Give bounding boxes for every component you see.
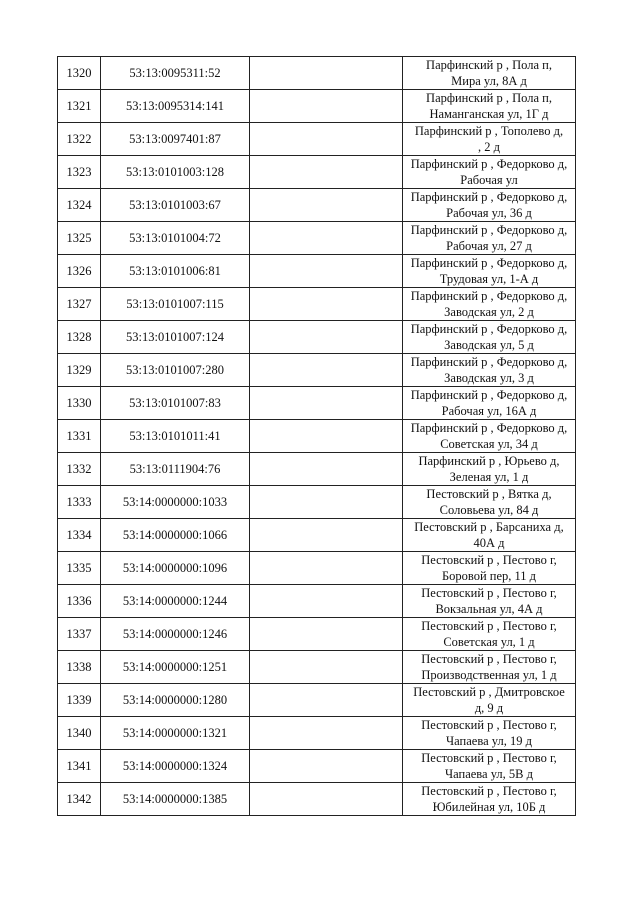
address-cell: Пестовский р , Пестово г, Вокзальная ул, 4А д	[403, 585, 576, 618]
table-row	[58, 222, 576, 255]
address-cell: Пестовский р , Пестово г, Производственная ул, 1 д	[403, 651, 576, 684]
cadastral-number-cell: 53:13:0101007:115	[101, 288, 250, 321]
cadastral-number-cell: 53:13:0101003:67	[101, 189, 250, 222]
empty-cell	[250, 552, 403, 585]
empty-cell	[250, 453, 403, 486]
empty-cell	[250, 486, 403, 519]
registry-rows	[58, 57, 576, 816]
table-row	[58, 321, 576, 354]
table-row	[58, 189, 576, 222]
cadastral-number-cell: 53:14:0000000:1066	[101, 519, 250, 552]
table-row	[58, 750, 576, 783]
table-row	[58, 486, 576, 519]
row-number-cell: 1333	[58, 486, 101, 519]
empty-cell	[250, 519, 403, 552]
row-number-cell: 1323	[58, 156, 101, 189]
address-cell: Парфинский р , Федорково д, Заводская ул, 2 д	[403, 288, 576, 321]
empty-cell	[250, 651, 403, 684]
address-cell: Парфинский р , Федорково д, Заводская ул, 5 д	[403, 321, 576, 354]
row-number-cell: 1331	[58, 420, 101, 453]
row-number-cell: 1338	[58, 651, 101, 684]
table-row	[58, 717, 576, 750]
address-cell: Парфинский р , Федорково д, Советская ул, 34 д	[403, 420, 576, 453]
cadastral-number-cell: 53:13:0101007:83	[101, 387, 250, 420]
empty-cell	[250, 156, 403, 189]
empty-cell	[250, 420, 403, 453]
cadastral-number-cell: 53:14:0000000:1096	[101, 552, 250, 585]
address-cell: Парфинский р , Федорково д, Рабочая ул	[403, 156, 576, 189]
address-cell: Пестовский р , Пестово г, Юбилейная ул, 10Б д	[403, 783, 576, 816]
property-registry-table	[57, 56, 576, 816]
row-number-cell: 1322	[58, 123, 101, 156]
address-cell: Пестовский р , Дмитровское д, 9 д	[403, 684, 576, 717]
address-cell: Парфинский р , Пола п, Мира ул, 8А д	[403, 57, 576, 90]
row-number-cell: 1341	[58, 750, 101, 783]
empty-cell	[250, 717, 403, 750]
address-cell: Парфинский р , Федорково д, Трудовая ул, 1-А д	[403, 255, 576, 288]
address-cell: Пестовский р , Вятка д, Соловьева ул, 84 д	[403, 486, 576, 519]
row-number-cell: 1339	[58, 684, 101, 717]
row-number-cell: 1321	[58, 90, 101, 123]
table-row	[58, 684, 576, 717]
empty-cell	[250, 783, 403, 816]
empty-cell	[250, 684, 403, 717]
table-row	[58, 618, 576, 651]
address-cell: Пестовский р , Пестово г, Боровой пер, 11 д	[403, 552, 576, 585]
empty-cell	[250, 189, 403, 222]
row-number-cell: 1324	[58, 189, 101, 222]
row-number-cell: 1336	[58, 585, 101, 618]
empty-cell	[250, 123, 403, 156]
address-cell: Парфинский р , Пола п, Наманганская ул, 1Г д	[403, 90, 576, 123]
table-row	[58, 288, 576, 321]
cadastral-number-cell: 53:13:0095314:141	[101, 90, 250, 123]
cadastral-number-cell: 53:13:0111904:76	[101, 453, 250, 486]
empty-cell	[250, 618, 403, 651]
cadastral-number-cell: 53:13:0101007:280	[101, 354, 250, 387]
cadastral-number-cell: 53:14:0000000:1321	[101, 717, 250, 750]
cadastral-number-cell: 53:13:0097401:87	[101, 123, 250, 156]
table-row	[58, 387, 576, 420]
empty-cell	[250, 585, 403, 618]
table-row	[58, 90, 576, 123]
table-row	[58, 651, 576, 684]
cadastral-number-cell: 53:13:0101004:72	[101, 222, 250, 255]
address-cell: Парфинский р , Тополево д, , 2 д	[403, 123, 576, 156]
table-row	[58, 354, 576, 387]
address-cell: Парфинский р , Юрьево д, Зеленая ул, 1 д	[403, 453, 576, 486]
table-row	[58, 585, 576, 618]
cadastral-number-cell: 53:13:0101006:81	[101, 255, 250, 288]
cadastral-number-cell: 53:13:0101011:41	[101, 420, 250, 453]
cadastral-number-cell: 53:14:0000000:1251	[101, 651, 250, 684]
cadastral-number-cell: 53:14:0000000:1033	[101, 486, 250, 519]
empty-cell	[250, 288, 403, 321]
cadastral-number-cell: 53:14:0000000:1246	[101, 618, 250, 651]
empty-cell	[250, 387, 403, 420]
table-row	[58, 57, 576, 90]
row-number-cell: 1325	[58, 222, 101, 255]
row-number-cell: 1334	[58, 519, 101, 552]
row-number-cell: 1326	[58, 255, 101, 288]
address-cell: Парфинский р , Федорково д, Заводская ул, 3 д	[403, 354, 576, 387]
address-cell: Пестовский р , Пестово г, Советская ул, 1 д	[403, 618, 576, 651]
row-number-cell: 1329	[58, 354, 101, 387]
cadastral-number-cell: 53:13:0101007:124	[101, 321, 250, 354]
empty-cell	[250, 354, 403, 387]
row-number-cell: 1332	[58, 453, 101, 486]
table-row	[58, 420, 576, 453]
row-number-cell: 1330	[58, 387, 101, 420]
cadastral-number-cell: 53:14:0000000:1385	[101, 783, 250, 816]
table-row	[58, 123, 576, 156]
row-number-cell: 1342	[58, 783, 101, 816]
empty-cell	[250, 90, 403, 123]
address-cell: Парфинский р , Федорково д, Рабочая ул, 16А д	[403, 387, 576, 420]
address-cell: Парфинский р , Федорково д, Рабочая ул, 36 д	[403, 189, 576, 222]
table-row	[58, 519, 576, 552]
cadastral-number-cell: 53:14:0000000:1244	[101, 585, 250, 618]
table-row	[58, 552, 576, 585]
address-cell: Парфинский р , Федорково д, Рабочая ул, 27 д	[403, 222, 576, 255]
table-row	[58, 783, 576, 816]
cadastral-number-cell: 53:14:0000000:1280	[101, 684, 250, 717]
row-number-cell: 1328	[58, 321, 101, 354]
row-number-cell: 1327	[58, 288, 101, 321]
empty-cell	[250, 255, 403, 288]
row-number-cell: 1337	[58, 618, 101, 651]
cadastral-number-cell: 53:14:0000000:1324	[101, 750, 250, 783]
row-number-cell: 1335	[58, 552, 101, 585]
empty-cell	[250, 222, 403, 255]
address-cell: Пестовский р , Пестово г, Чапаева ул, 19 д	[403, 717, 576, 750]
row-number-cell: 1320	[58, 57, 101, 90]
table-row	[58, 255, 576, 288]
empty-cell	[250, 321, 403, 354]
empty-cell	[250, 57, 403, 90]
row-number-cell: 1340	[58, 717, 101, 750]
empty-cell	[250, 750, 403, 783]
address-cell: Пестовский р , Барсаниха д, 40А д	[403, 519, 576, 552]
cadastral-number-cell: 53:13:0101003:128	[101, 156, 250, 189]
table-row	[58, 453, 576, 486]
cadastral-number-cell: 53:13:0095311:52	[101, 57, 250, 90]
address-cell: Пестовский р , Пестово г, Чапаева ул, 5В д	[403, 750, 576, 783]
table-row	[58, 156, 576, 189]
